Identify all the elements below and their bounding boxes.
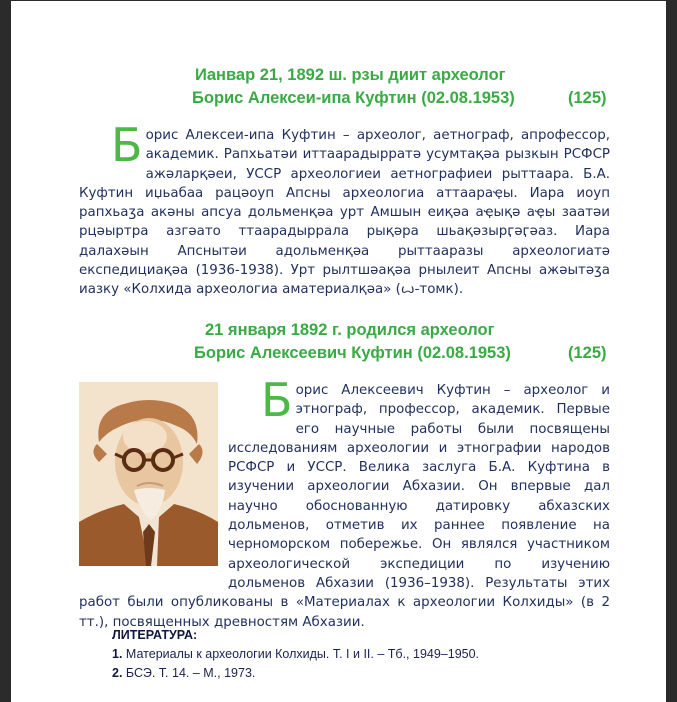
russian-heading-line1: 21 января 1892 г. родился археолог: [205, 321, 495, 339]
literature-item-number: 1.: [112, 647, 123, 661]
russian-heading-line2: Борис Алексеевич Куфтин (02.08.1953): [194, 344, 511, 362]
abkhaz-paragraph-text: орис Алексеи-ипа Куфтин – археолог, аетнограф, апрофессор, академик. Рапхьатәи иттаарадырратә усумтақәа рызкын РСФСР ажәларқәеи, УССР археологиеи аетнографиеи рыттаара. Б.А. Куфтин иџьабаа рацәоуп Апсны археологиа аттаараҿы. Иара иоуп рапхьаӡа акәны апсуа дольменқәа урт Амшын еиқәа аҿықә аҿы заатәи рцәыртра азгәато ттаарадыррала рықәра шьақәзырӷәӷәаз. Иара далахәын Апснытәи адольменқәа рыттааразы археологиатә експедициақәа (1936-1938). Урт рылтшәақәа рнылеит Апсны ажәытәӡа иазку «Колхида археологиа аматериалқәа» (ꙍ-томк).: [79, 128, 610, 298]
abkhaz-heading-line2: Борис Алексеи-ипа Куфтин (02.08.1953): [192, 89, 515, 107]
abkhaz-dropcap: Б: [111, 118, 143, 172]
literature-item-text: БСЭ. Т. 14. – М., 1973.: [125, 666, 256, 680]
russian-dropcap: Б: [261, 373, 293, 427]
literature-title: ЛИТЕРАТУРА:: [112, 628, 198, 642]
abkhaz-page-ref: (125): [568, 89, 607, 107]
literature-item-number: 2.: [112, 666, 123, 680]
literature-item: [112, 647, 479, 661]
abkhaz-paragraph: [79, 118, 610, 300]
literature-item: [112, 666, 255, 680]
russian-paragraph: [79, 373, 610, 632]
literature-item-text: Материалы к археологии Колхиды. Т. I и II. – Тб., 1949–1950.: [125, 647, 480, 661]
document-page: [11, 1, 666, 702]
russian-page-ref: (125): [568, 344, 607, 362]
russian-paragraph-text: орис Алексеевич Куфтин – археолог и этнограф, профессор, академик. Первые его научные работы были посвящены исследованиям археологии и этнографии народов РСФСР и УССР. Велика заслуга Б.А. Куфтина в изучении археологии Абхазии. Он впервые дал научно обоснованную датировку абхазских дольменов, отметив их раннее появление на черноморском побережье. Он являлся участником археологической экспедиции по изучению дольменов Абхазии (1936–1938). Результаты этих работ были опубликованы в «Материалах к археологии Колхиды» (в 2 тт.), посвященных древностям Абхазии.: [79, 383, 610, 630]
abkhaz-heading-line1: Ианвар 21, 1892 ш. рзы диит археолог: [195, 66, 506, 84]
